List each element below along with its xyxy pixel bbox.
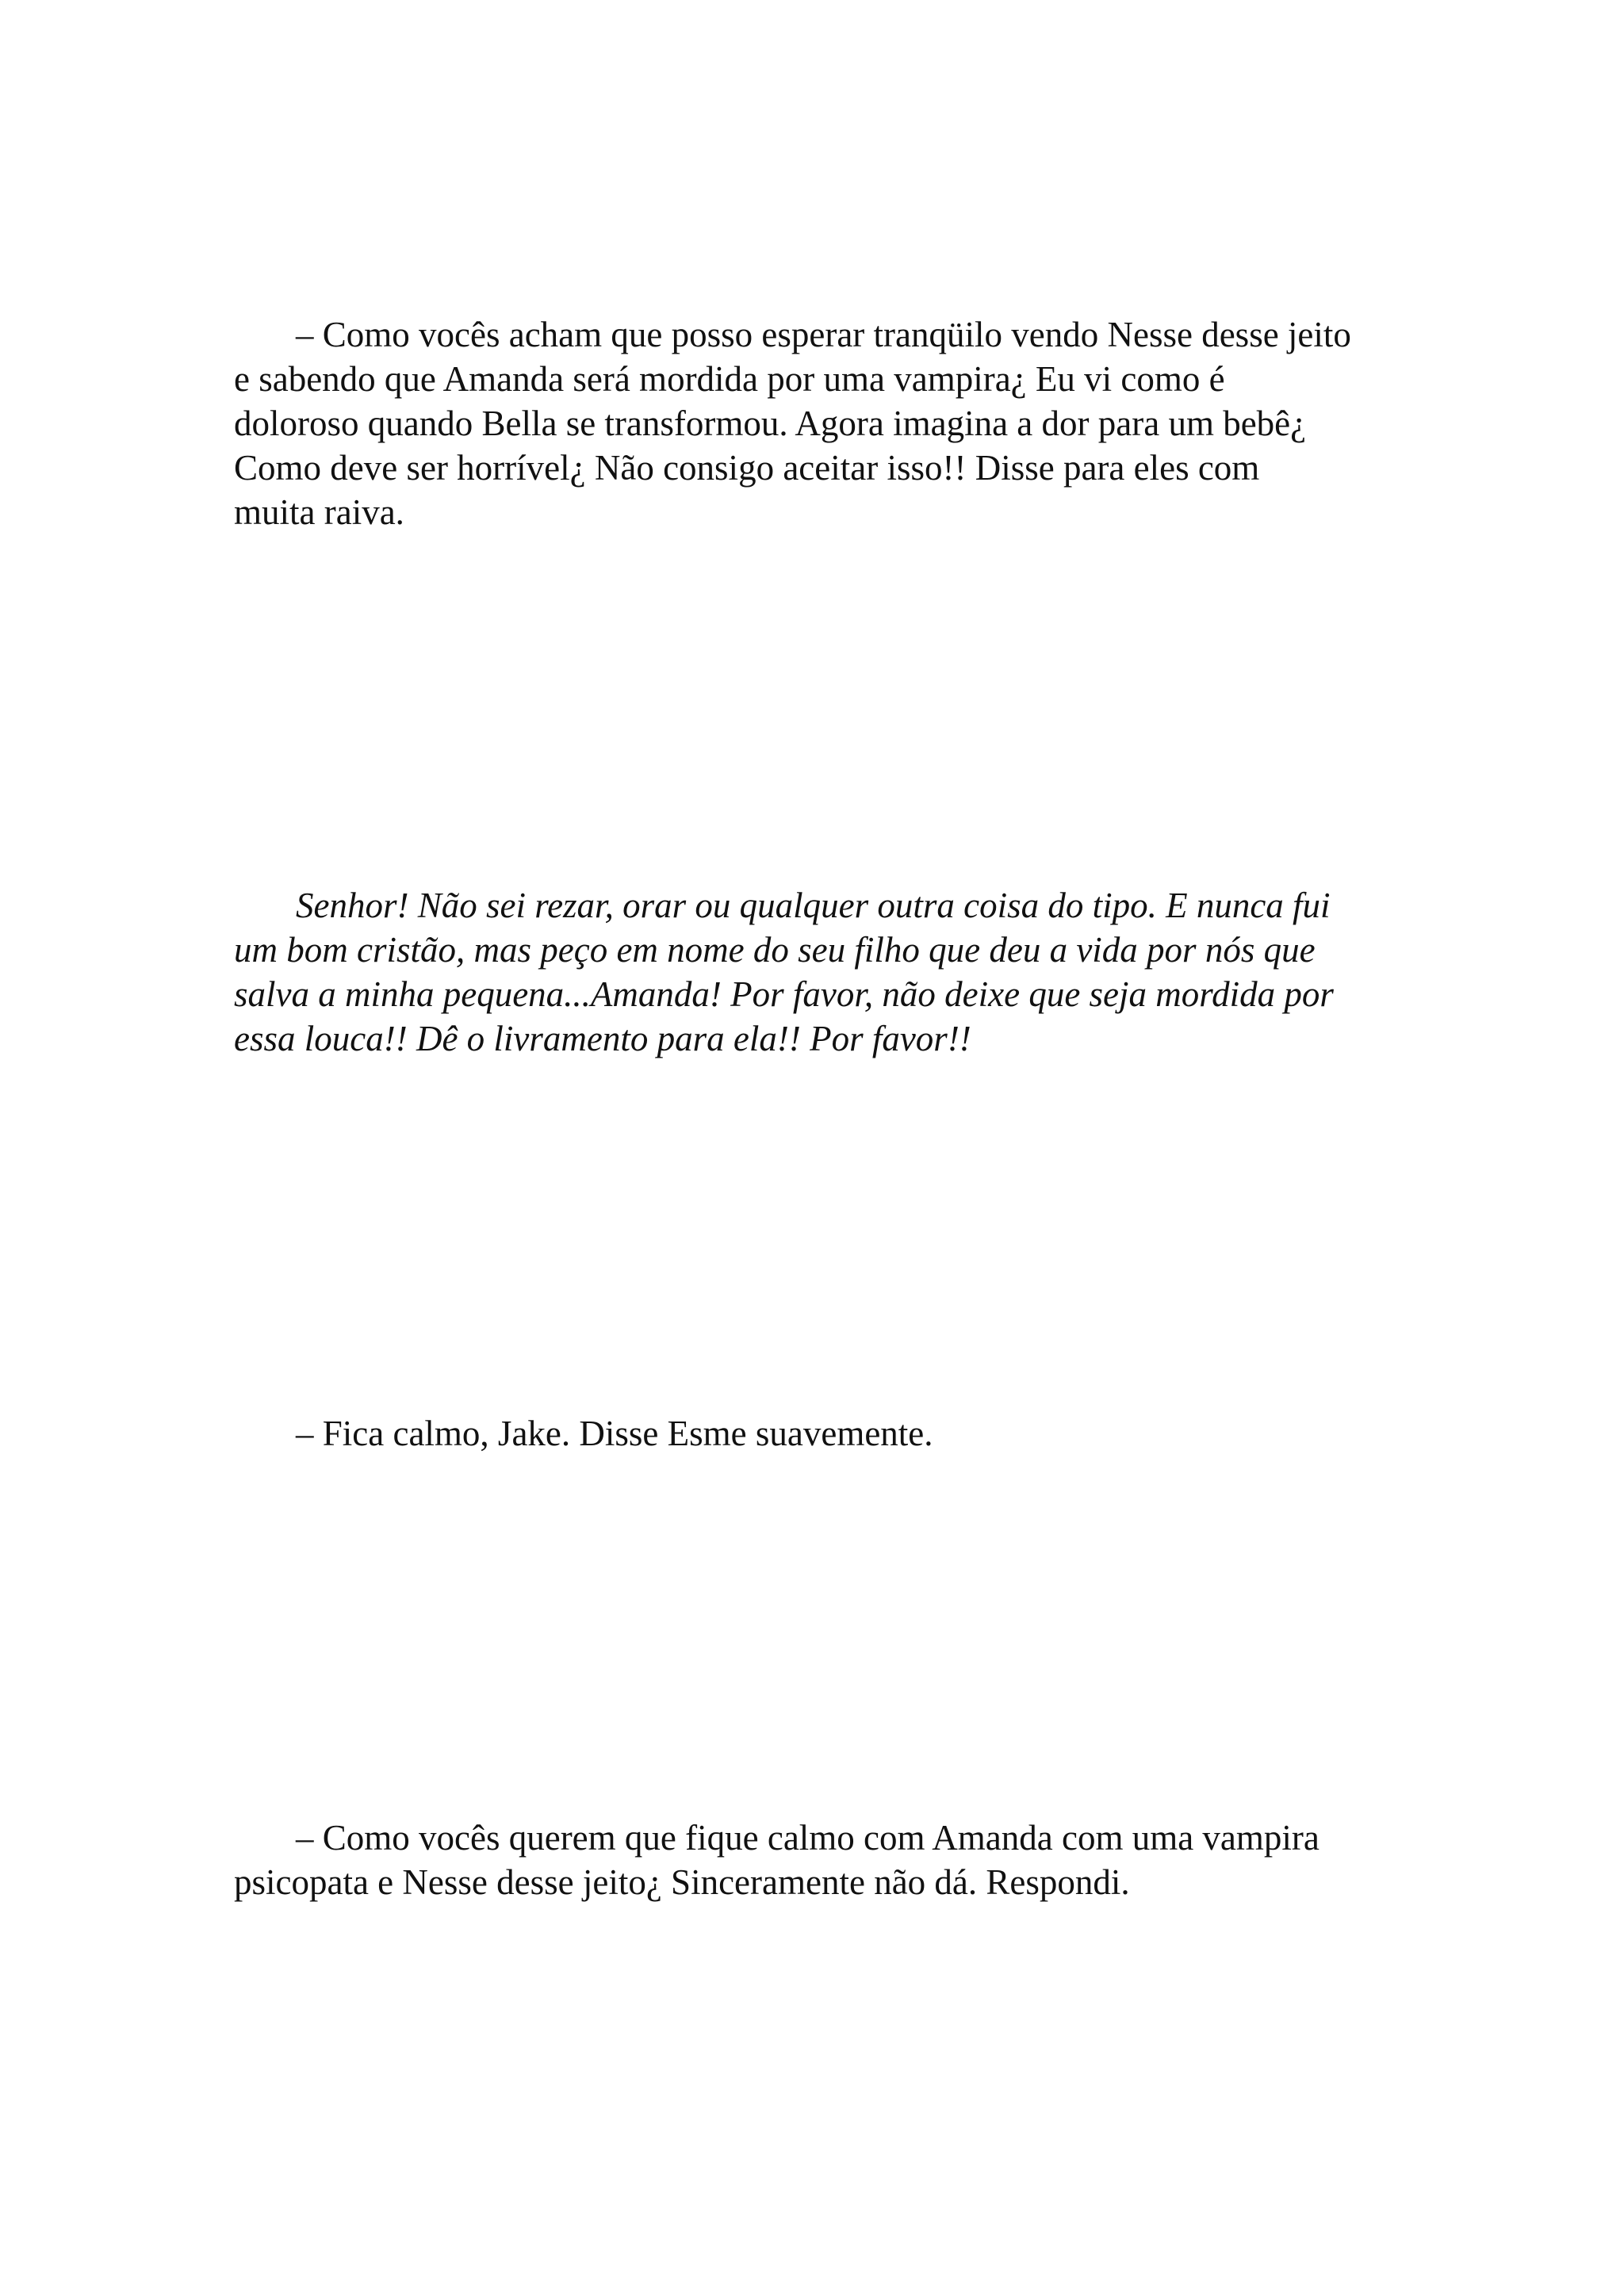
text-line: e sabendo que Amanda será mordida por uma vampira¿ Eu vi como é [234, 359, 1225, 399]
text-line: um bom cristão, mas peço em nome do seu filho que deu a vida por nós que [234, 930, 1316, 970]
text-line: psicopata e Nesse desse jeito¿ Sinceramente não dá. Respondi. [234, 1862, 1130, 1902]
paragraph-esme-reply [234, 1411, 1415, 1456]
text-line: – Como vocês acham que posso esperar tranqüilo vendo Nesse desse jeito [296, 315, 1351, 354]
text-line: doloroso quando Bella se transformou. Agora imagina a dor para um bebê¿ [234, 404, 1307, 443]
text-line: Senhor! Não sei rezar, orar ou qualquer outra coisa do tipo. E nunca fui [296, 886, 1331, 925]
text-line: salva a minha pequena...Amanda! Por favor, não deixe que seja mordida por [234, 974, 1334, 1014]
text-line: – Como vocês querem que fique calmo com Amanda com uma vampira [296, 1818, 1320, 1858]
text-line: – Fica calmo, Jake. Disse Esme suavemente. [296, 1414, 933, 1453]
text-line: muita raiva. [234, 492, 404, 532]
paragraph-prayer [234, 883, 1415, 1061]
paragraph-jake-response [234, 1816, 1415, 1904]
text-line: essa louca!! Dê o livramento para ela!! Por favor!! [234, 1019, 971, 1058]
text-line: Como deve ser horrível¿ Não consigo aceitar isso!! Disse para eles com [234, 448, 1260, 488]
paragraph-jake-worry [234, 312, 1415, 534]
